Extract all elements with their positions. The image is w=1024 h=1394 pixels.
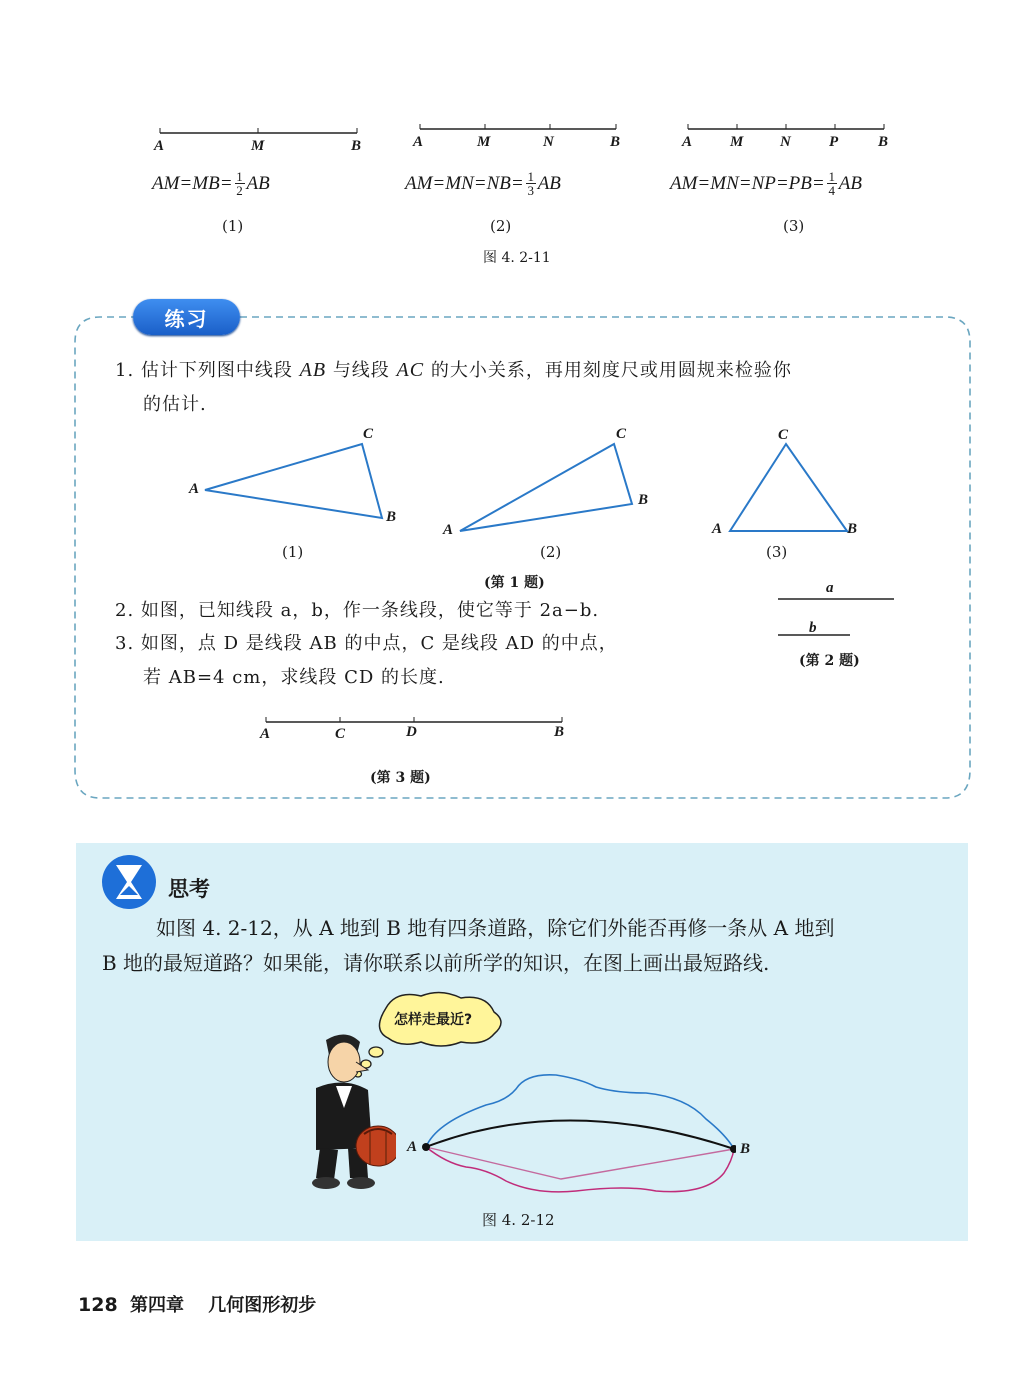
person-illustration bbox=[286, 1028, 396, 1193]
segment-a-label: a bbox=[826, 580, 834, 596]
figure-caption: 图 4. 2-12 bbox=[482, 1211, 555, 1229]
practice-badge-label: 练习 bbox=[164, 307, 209, 331]
formula-3: AM=MN=NP=PB= $\frac{1}{4}$ AB bbox=[670, 169, 862, 198]
point-label: A bbox=[682, 134, 693, 150]
sub-caption: (2) bbox=[540, 543, 562, 561]
formula-2: AM=MN=NB= $\frac{1}{3}$ AB bbox=[405, 169, 561, 198]
triangle-vertex-label: C bbox=[778, 427, 789, 443]
triangle-vertex-label: B bbox=[386, 509, 397, 525]
page-footer bbox=[78, 1291, 316, 1317]
sub-caption: (3) bbox=[783, 217, 805, 235]
point-b-label: B bbox=[740, 1141, 751, 1157]
formula-1: AM=MB= $\frac{1}{2}$ AB bbox=[152, 169, 270, 198]
point-label: M bbox=[477, 134, 491, 150]
triangle-vertex-label: A bbox=[712, 521, 723, 537]
point-label: P bbox=[829, 134, 839, 150]
point-label: N bbox=[543, 134, 554, 150]
point-label: N bbox=[780, 134, 791, 150]
figure-caption: 图 4. 2-11 bbox=[483, 250, 551, 266]
question-1-caption: (第 1 题) bbox=[484, 575, 545, 591]
question-1-cont: 的估计. bbox=[143, 394, 207, 415]
thought-bubble-text: 怎样走最近? bbox=[394, 1012, 473, 1028]
sub-caption: (1) bbox=[282, 543, 304, 561]
triangle-vertex-label: C bbox=[363, 426, 374, 442]
triangle-vertex-label: B bbox=[638, 492, 649, 508]
point-label: B bbox=[610, 134, 621, 150]
think-title: 思考 bbox=[168, 877, 210, 901]
point-a-label: A bbox=[407, 1139, 418, 1155]
think-line-2: B 地的最短道路？如果能，请你联系以前所学的知识，在图上画出最短路线. bbox=[102, 951, 770, 975]
think-line-1: 如图 4. 2-12，从 A 地到 B 地有四条道路，除它们外能否再修一条从 A 地到 bbox=[156, 916, 835, 940]
point-label: D bbox=[406, 724, 417, 740]
question-3-caption: (第 3 题) bbox=[370, 770, 431, 786]
point-label: B bbox=[878, 134, 889, 150]
triangle-vertex-label: A bbox=[443, 522, 454, 538]
practice-badge bbox=[133, 299, 240, 335]
question-2-segments bbox=[770, 585, 910, 645]
segment-lines bbox=[0, 0, 1024, 160]
sub-caption: (1) bbox=[222, 217, 244, 235]
sub-caption: (3) bbox=[766, 543, 788, 561]
question-1: 1. 估计下列图中线段 AB 与线段 AC 的大小关系，再用刻度尺或用圆规来检验你 bbox=[115, 359, 792, 381]
point-label: B bbox=[554, 724, 565, 740]
question-3-cont: 若 AB=4 cm，求线段 CD 的长度. bbox=[143, 667, 445, 688]
point-label: A bbox=[260, 726, 271, 742]
question-2-caption: (第 2 题) bbox=[799, 653, 860, 669]
roads-figure bbox=[406, 1063, 736, 1203]
segment-b-label: b bbox=[809, 620, 817, 636]
sub-caption: (2) bbox=[490, 217, 512, 235]
point-label: M bbox=[730, 134, 744, 150]
hourglass-icon bbox=[100, 853, 158, 911]
point-label: B bbox=[351, 138, 362, 154]
point-label: A bbox=[413, 134, 424, 150]
point-label: A bbox=[154, 138, 165, 154]
triangle-vertex-label: A bbox=[189, 481, 200, 497]
triangle-vertex-label: B bbox=[847, 521, 858, 537]
triangles-figure bbox=[0, 420, 1024, 550]
triangle-vertex-label: C bbox=[616, 426, 627, 442]
question-3: 3. 如图，点 D 是线段 AB 的中点，C 是线段 AD 的中点， bbox=[115, 633, 618, 654]
point-label: C bbox=[335, 726, 346, 742]
page-number: 128 bbox=[78, 1294, 118, 1316]
chapter-title: 几何图形初步 bbox=[208, 1295, 317, 1316]
chapter-label: 第四章 bbox=[129, 1295, 184, 1316]
point-label: M bbox=[251, 138, 265, 154]
think-panel bbox=[76, 843, 968, 1241]
question-2: 2. 如图，已知线段 a，b，作一条线段，使它等于 2a−b. bbox=[115, 600, 600, 621]
